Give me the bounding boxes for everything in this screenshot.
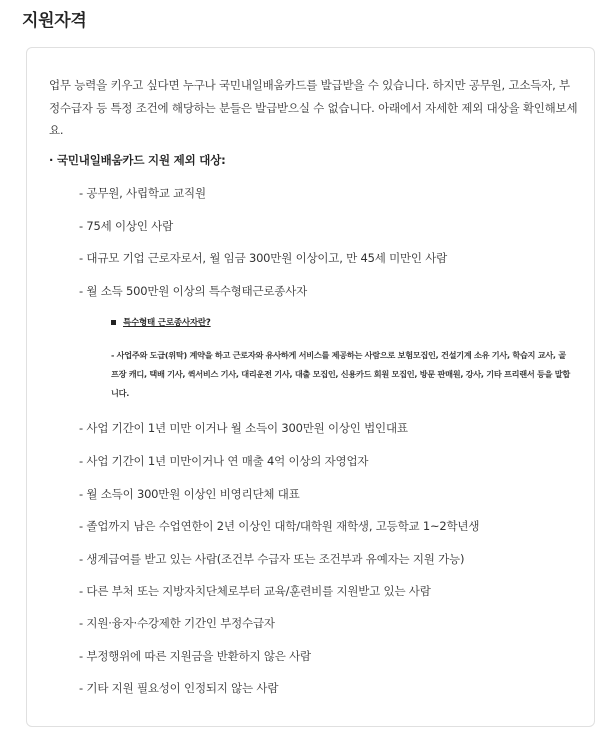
exclusion-item: - 기타 지원 필요성이 인정되지 않는 사람 [79, 681, 279, 695]
exclusion-item: - 월 소득이 300만원 이상인 비영리단체 대표 [79, 487, 300, 501]
exclusion-section-heading: · 국민내일배움카드 지원 제외 대상: [49, 153, 226, 167]
exclusion-item: - 대규모 기업 근로자로서, 월 임금 300만원 이상이고, 만 45세 미만인 사람 [79, 251, 448, 265]
square-bullet-icon [111, 320, 116, 325]
exclusion-item: - 지원·융자·수강제한 기간인 부정수급자 [79, 616, 275, 630]
intro-paragraph: 업무 능력을 키우고 싶다면 누구나 국민내일배움카드를 발급받을 수 있습니다. 하지만 공무원, 고소득자, 부정수급자 등 특정 조건에 해당하는 분들은 발급받으실 수 없습니다. 아래에서 자세한 제외 대상을 확인해보세요. [49, 78, 578, 137]
exclusion-item: - 사업 기간이 1년 미만이거나 연 매출 4억 이상의 자영업자 [79, 454, 369, 468]
eligibility-content-box [26, 47, 595, 727]
exclusion-item: - 공무원, 사립학교 교직원 [79, 186, 206, 200]
sub-heading-text: 특수형태 근로종사자란? [123, 318, 211, 328]
exclusion-item: - 생계급여를 받고 있는 사람(조건부 수급자 또는 조건부과 유예자는 지원 가능) [79, 552, 465, 566]
exclusion-item: - 부정행위에 따른 지원금을 반환하지 않은 사람 [79, 649, 311, 663]
special-worker-definition-text: - 사업주와 도급(위탁) 계약을 하고 근로자와 유사하게 서비스를 제공하는 사람으로 보험모집인, 건설기계 소유 기사, 학습지 교사, 골프장 캐디, 택배 기사, 퀵서비스 기사, 대리운전 기사, 대출 모집인, 신용카드 회원 모집인, 방문 판매원, 강사, 기타 프리랜서 등을 말합니다. [111, 350, 571, 398]
exclusion-item: - 75세 이상인 사람 [79, 219, 174, 233]
exclusion-item: - 월 소득 500만원 이상의 특수형태근로종사자 [79, 284, 308, 298]
page-title: 지원자격 [22, 11, 87, 31]
exclusion-item: - 사업 기간이 1년 미만 이거나 월 소득이 300만원 이상인 법인대표 [79, 421, 408, 435]
exclusion-item: - 다른 부처 또는 지방자치단체로부터 교육/훈련비를 지원받고 있는 사람 [79, 584, 431, 598]
special-worker-definition-heading [111, 316, 211, 328]
exclusion-item: - 졸업까지 남은 수업연한이 2년 이상인 대학/대학원 재학생, 고등학교 1~2학년생 [79, 519, 480, 533]
